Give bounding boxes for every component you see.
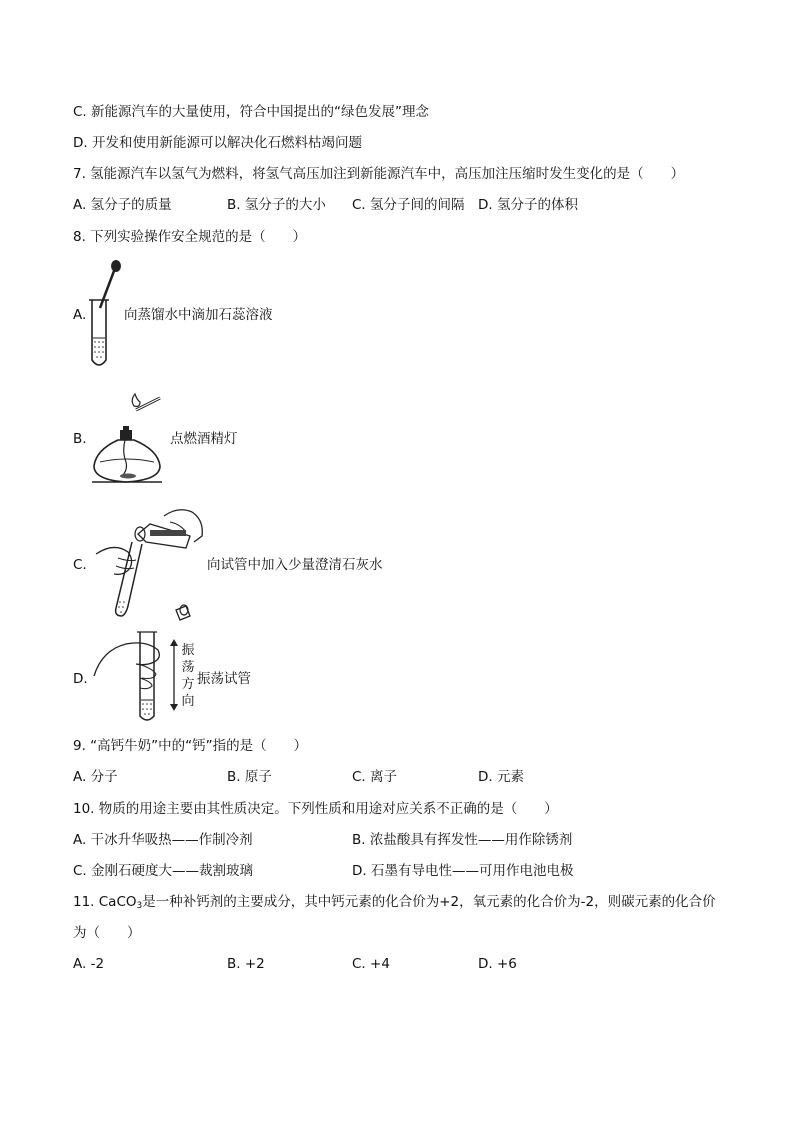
q11-option-d: D. +6 [478,956,517,972]
q10-stem: 10. 物质的用途主要由其性质决定。下列性质和用途对应关系不正确的是（ ） [73,801,558,817]
shaking-test-tube-figure [92,628,174,724]
shake-direction-char-3: 方 [181,677,195,692]
q11-stem-line2: 为（ ） [73,925,141,941]
q10-option-d: D. 石墨有导电性——可用作电池电极 [352,863,574,879]
q7-option-d: D. 氢分子的体积 [478,197,578,213]
q10-option-b: B. 浓盐酸具有挥发性——用作除锈剂 [352,832,573,848]
q8-b-label: B. [73,431,87,447]
q11-stem [73,893,716,915]
q11-option-b: B. +2 [227,956,265,972]
q6-option-d: D. 开发和使用新能源可以解决化石燃料枯竭问题 [73,135,362,151]
q7-option-a: A. 氢分子的质量 [73,197,172,213]
q8-c-label: C. [73,557,87,573]
alcohol-lamp-figure [90,392,170,490]
q7-option-c: C. 氢分子间的间隔 [352,197,465,213]
pouring-liquid-figure [94,502,208,624]
q11-stem-subscript: 3 [136,901,143,911]
q11-option-c: C. +4 [352,956,390,972]
q8-d-label: D. [73,671,88,687]
q9-option-b: B. 原子 [227,769,272,785]
q9-option-c: C. 离子 [352,769,398,785]
q8-stem: 8. 下列实验操作安全规范的是（ ） [73,229,307,245]
q8-b-caption: 点燃酒精灯 [170,431,238,447]
q8-c-caption: 向试管中加入少量澄清石灰水 [207,557,383,573]
dropper-test-tube-figure [86,256,126,372]
q8-d-caption: 振荡试管 [197,671,251,687]
shake-direction-char-1: 振 [181,643,195,658]
q8-a-label: A. [73,307,87,323]
q7-stem: 7. 氢能源汽车以氢气为燃料，将氢气高压加注到新能源汽车中，高压加注压缩时发生变化的是（ ） [73,166,685,182]
shake-direction-char-2: 荡 [181,660,195,675]
q10-option-c: C. 金刚石硬度大——裁割玻璃 [73,863,254,879]
q8-a-caption: 向蒸馏水中滴加石蕊溶液 [124,307,273,323]
q7-option-b: B. 氢分子的大小 [227,197,326,213]
q9-option-a: A. 分子 [73,769,118,785]
q6-option-c: C. 新能源汽车的大量使用，符合中国提出的“绿色发展”理念 [73,104,429,120]
q10-option-a: A. 干冰升华吸热——作制冷剂 [73,832,253,848]
q11-stem-suffix: 是一种补钙剂的主要成分，其中钙元素的化合价为+2，氧元素的化合价为-2，则碳元素的化合价 [142,894,716,910]
q9-stem: 9. “高钙牛奶”中的“钙”指的是（ ） [73,738,308,754]
shake-direction-arrow [169,638,179,712]
q9-option-d: D. 元素 [478,769,524,785]
shake-direction-char-4: 向 [181,694,195,709]
q11-option-a: A. -2 [73,956,105,972]
q11-stem-prefix: 11. CaCO [73,894,137,910]
